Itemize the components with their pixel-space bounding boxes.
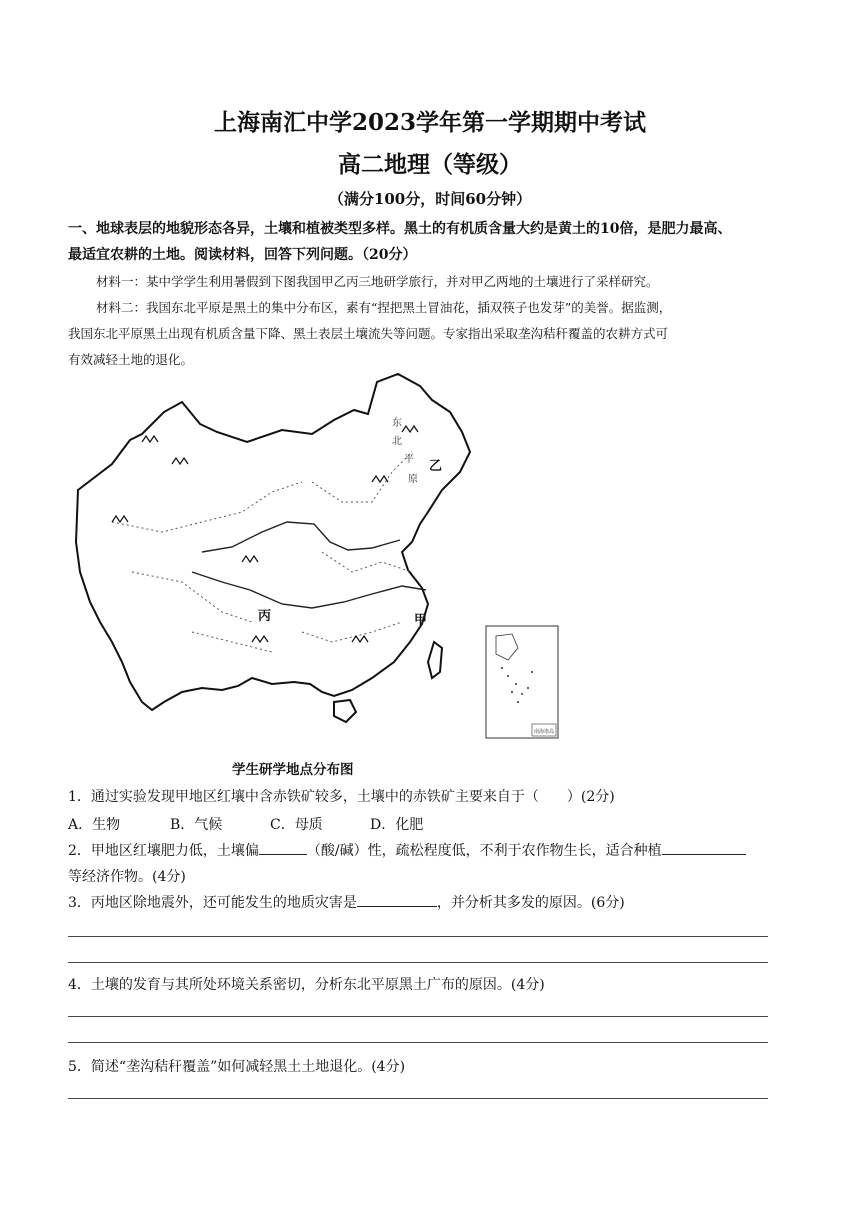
material-2-line2: 我国东北平原黑土出现有机质含量下降、黑土表层土壤流失等问题。专家指出采取垄沟秸秆覆盖的农耕方式可 xyxy=(68,326,669,341)
map-label-yi: 乙 xyxy=(429,459,443,474)
answer-line-3a[interactable] xyxy=(68,936,768,937)
question-2-blank-2[interactable] xyxy=(662,854,746,855)
section-intro-line1: 一、地球表层的地貌形态各异，土壤和植被类型多样。黑土的有机质含量大约是黄土的10倍，是肥力最高、 xyxy=(68,221,732,237)
option-b: B．气候 xyxy=(170,817,223,833)
question-1: 1．通过实验发现甲地区红壤中含赤铁矿较多，土壤中的赤铁矿主要来自于（ ）(2分) xyxy=(68,789,615,805)
china-map-figure xyxy=(72,372,562,742)
hainan-island xyxy=(334,700,356,722)
material-2-line1: 材料二：我国东北平原是黑土的集中分布区，素有“捏把黑土冒油花，插双筷子也发芽”的美誉。据监测， xyxy=(96,300,672,315)
question-4: 4．土壤的发育与其所处环境关系密切，分析东北平原黑土广布的原因。(4分) xyxy=(68,977,545,993)
province-boundaries-west xyxy=(112,482,302,652)
exam-meta: （满分100分，时间60分钟） xyxy=(328,190,532,208)
question-3-part1: 3．丙地区除地震外，还可能发生的地质灾害是 xyxy=(68,895,357,911)
map-label-jia: 甲 xyxy=(414,613,428,628)
south-china-sea-inset xyxy=(486,626,558,738)
section-intro-line2: 最适宜农耕的土地。阅读材料，回答下列问题。（20分） xyxy=(68,247,417,263)
question-2-blank-1[interactable] xyxy=(259,854,307,855)
option-a: A．生物 xyxy=(68,817,121,833)
question-2-part2: （酸/碱）性，疏松程度低，不利于农作物生长，适合种植 xyxy=(306,843,662,859)
taiwan-island xyxy=(428,642,442,678)
yellow-river xyxy=(202,522,400,552)
question-3-part2: ，并分析其多发的原因。(6分) xyxy=(436,895,625,911)
exam-subject: 高二地理（等级） xyxy=(338,151,522,178)
map-label-plain-4: 原 xyxy=(408,474,418,485)
option-d: D．化肥 xyxy=(370,817,424,833)
answer-line-4a[interactable] xyxy=(68,1016,768,1017)
map-label-bing: 丙 xyxy=(258,609,272,624)
province-boundaries-east xyxy=(302,452,412,642)
china-map-svg xyxy=(72,372,562,742)
yangtze-river xyxy=(192,572,426,608)
answer-line-3b[interactable] xyxy=(68,962,768,963)
answer-line-5a[interactable] xyxy=(68,1098,768,1099)
question-5: 5．简述“垄沟秸秆覆盖”如何减轻黑土土地退化。(4分) xyxy=(68,1059,406,1075)
question-2-part1: 2．甲地区红壤肥力低，土壤偏 xyxy=(68,843,259,859)
question-2-line2: 等经济作物。(4分) xyxy=(68,869,186,885)
question-2-line1 xyxy=(68,840,746,860)
material-1: 材料一：某中学学生利用暑假到下图我国甲乙丙三地研学旅行，并对甲乙两地的土壤进行了采样研究。 xyxy=(96,274,659,289)
option-c: C．母质 xyxy=(270,817,323,833)
map-label-plain-1: 东 xyxy=(392,418,402,429)
map-label-plain-3: 平 xyxy=(404,454,414,465)
exam-title: 上海南汇中学2023学年第一学期期中考试 xyxy=(213,109,646,136)
material-2-line3: 有效减轻土地的退化。 xyxy=(68,352,194,367)
china-outline xyxy=(76,374,470,710)
question-3-blank[interactable] xyxy=(357,906,437,907)
map-label-plain-2: 北 xyxy=(392,436,402,447)
map-caption: 学生研学地点分布图 xyxy=(232,762,354,778)
answer-line-4b[interactable] xyxy=(68,1042,768,1043)
question-3 xyxy=(68,892,625,912)
inset-label: 南海诸岛 xyxy=(534,729,555,735)
